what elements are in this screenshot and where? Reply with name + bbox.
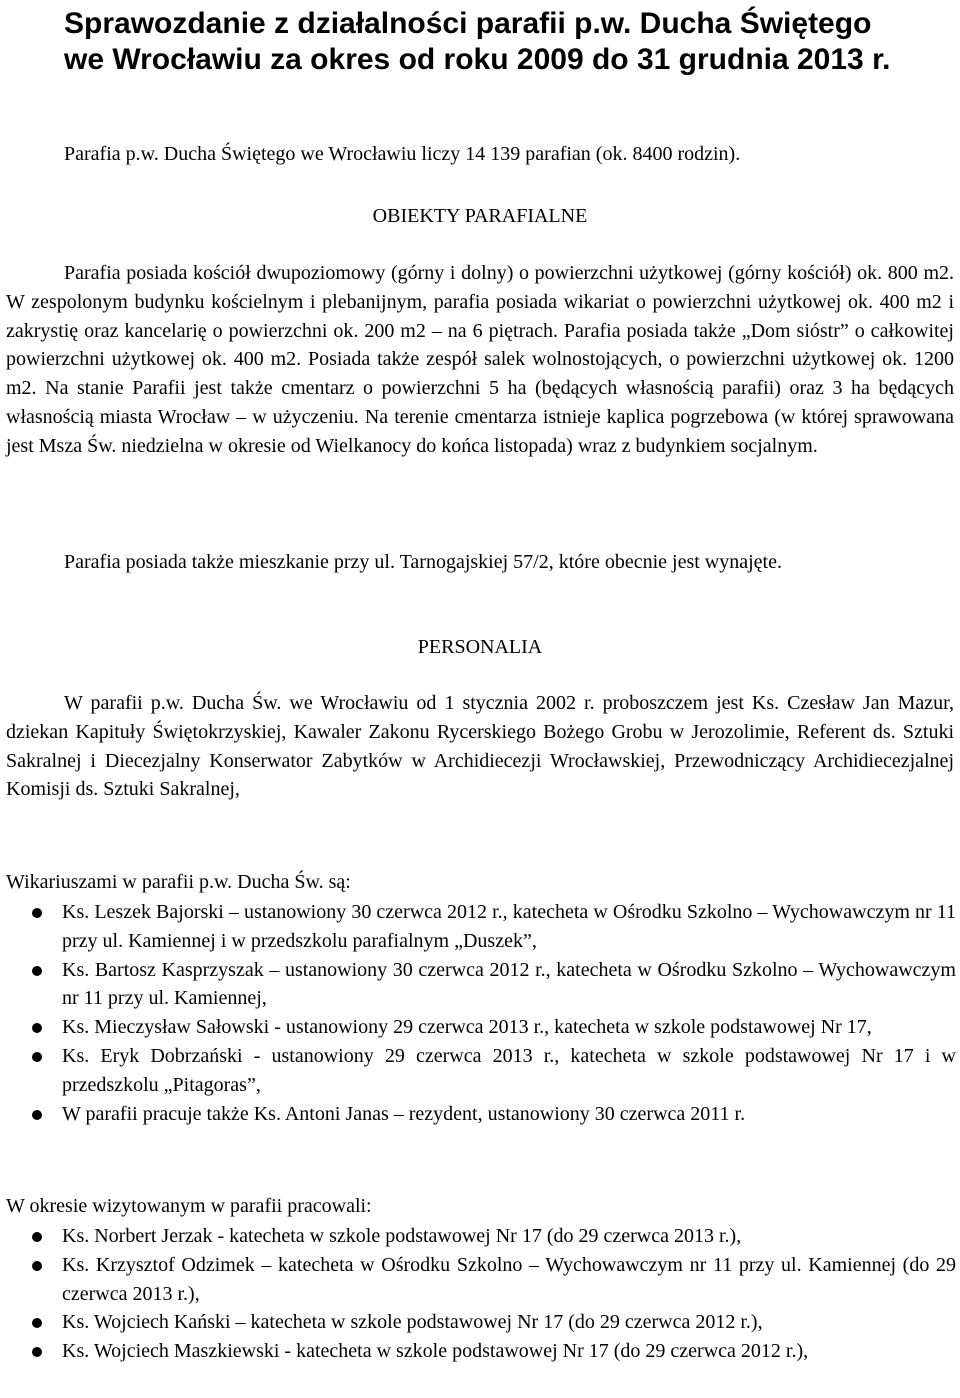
paragraph-obiekty-text: Parafia posiada kościół dwupoziomowy (górny i dolny) o powierzchni użytkowej (górny kościół) ok. 800 m2. W zespolonym budynku kościelnym i plebanijnym, parafia posiada wikariat o powierzchni użytkowej ok. 400 m2 i zakrystię oraz kancelarię o powierzchni ok. 200 m2 – na 6 piętrach. Parafia posiada także „Dom sióstr” o całkowitej powierzchni użytkowej ok. 400 m2. Posiada także zespół salek wolnostojących, o powierzchni użytkowej ok. 1200 m2. Na stanie Parafii jest także cmentarz o powierzchni 5 ha (będących własnością parafii) oraz 3 ha będących własnością miasta Wrocław – w użyczeniu. Na terenie cmentarza istnieje kaplica pogrzebowa (w której sprawowana jest Msza Św. niedzielna w okresie od Wielkanocy do końca listopada) wraz z budynkiem socjalnym. (6, 262, 954, 457)
bullet-icon (32, 1023, 42, 1033)
wikariusze-list (0, 898, 956, 1128)
bullet-icon (32, 1052, 42, 1062)
bullet-icon (32, 966, 42, 976)
list-item: Ks. Eryk Dobrzański - ustanowiony 29 czerwca 2013 r., katecheta w szkole podstawowej Nr 17 i w przedszkolu „Pitagoras”, (0, 1042, 956, 1100)
list-item: Ks. Norbert Jerzak - katecheta w szkole podstawowej Nr 17 (do 29 czerwca 2013 r.), (0, 1222, 956, 1251)
bullet-icon (32, 908, 42, 918)
section-heading-personalia: PERSONALIA (417, 636, 543, 658)
list-item: W parafii pracuje także Ks. Antoni Janas – rezydent, ustanowiony 30 czerwca 2011 r. (0, 1100, 956, 1129)
title-line-2: we Wrocławiu za okres od roku 2009 do 31 grudnia 2013 r. (64, 43, 891, 76)
title-line-1: Sprawozdanie z działalności parafii p.w. Ducha Świętego (64, 7, 872, 40)
section-heading-obiekty: OBIEKTY PARAFIALNE (372, 205, 588, 227)
list-item: Ks. Wojciech Maszkiewski - katecheta w szkole podstawowej Nr 17 (do 29 czerwca 2012 r.), (0, 1337, 956, 1366)
paragraph-personalia (6, 689, 954, 804)
paragraph-personalia-text: W parafii p.w. Ducha Św. we Wrocławiu od 1 stycznia 2002 r. proboszczem jest Ks. Czesław Jan Mazur, dziekan Kapituły Świętokrzyskiej, Kawaler Zakonu Rycerskiego Bożego Grobu w Jerozolimie, Referent ds. Sztuki Sakralnej i Diecezjalny Konserwator Zabytków w Archidiecezji Wrocławskiej, Przewodniczący Archidiecezjalnej Komisji ds. Sztuki Sakralnej, (6, 692, 954, 801)
okres-list (0, 1222, 956, 1366)
document-title (64, 6, 944, 78)
list-item: Ks. Krzysztof Odzimek – katecheta w Ośrodku Szkolno – Wychowawczym nr 11 przy ul. Kamiennej (do 29 czerwca 2013 r.), (0, 1251, 956, 1309)
okres-lead: W okresie wizytowanym w parafii pracowali: (6, 1195, 372, 1217)
bullet-icon (32, 1110, 42, 1120)
bullet-icon (32, 1232, 42, 1242)
list-item: Ks. Leszek Bajorski – ustanowiony 30 czerwca 2012 r., katecheta w Ośrodku Szkolno – Wychowawczym nr 11 przy ul. Kamiennej i w przedszkolu parafialnym „Duszek”, (0, 898, 956, 956)
paragraph-mieszkanie-text: Parafia posiada także mieszkanie przy ul. Tarnogajskiej 57/2, które obecnie jest wynajęte. (64, 551, 782, 573)
paragraph-obiekty (6, 259, 954, 461)
wikariusze-lead: Wikariuszami w parafii p.w. Ducha Św. są: (6, 871, 351, 893)
bullet-icon (32, 1261, 42, 1271)
list-item: Ks. Bartosz Kasprzyszak – ustanowiony 30 czerwca 2012 r., katecheta w Ośrodku Szkolno – Wychowawczym nr 11 przy ul. Kamiennej, (0, 956, 956, 1014)
list-item: Ks. Mieczysław Sałowski - ustanowiony 29 czerwca 2013 r., katecheta w szkole podstawowej Nr 17, (0, 1013, 956, 1042)
bullet-icon (32, 1318, 42, 1328)
intro-text: Parafia p.w. Ducha Świętego we Wrocławiu liczy 14 139 parafian (ok. 8400 rodzin). (64, 143, 741, 165)
paragraph-mieszkanie (6, 548, 954, 577)
bullet-icon (32, 1347, 42, 1357)
list-item: Ks. Wojciech Kański – katecheta w szkole podstawowej Nr 17 (do 29 czerwca 2012 r.), (0, 1308, 956, 1337)
